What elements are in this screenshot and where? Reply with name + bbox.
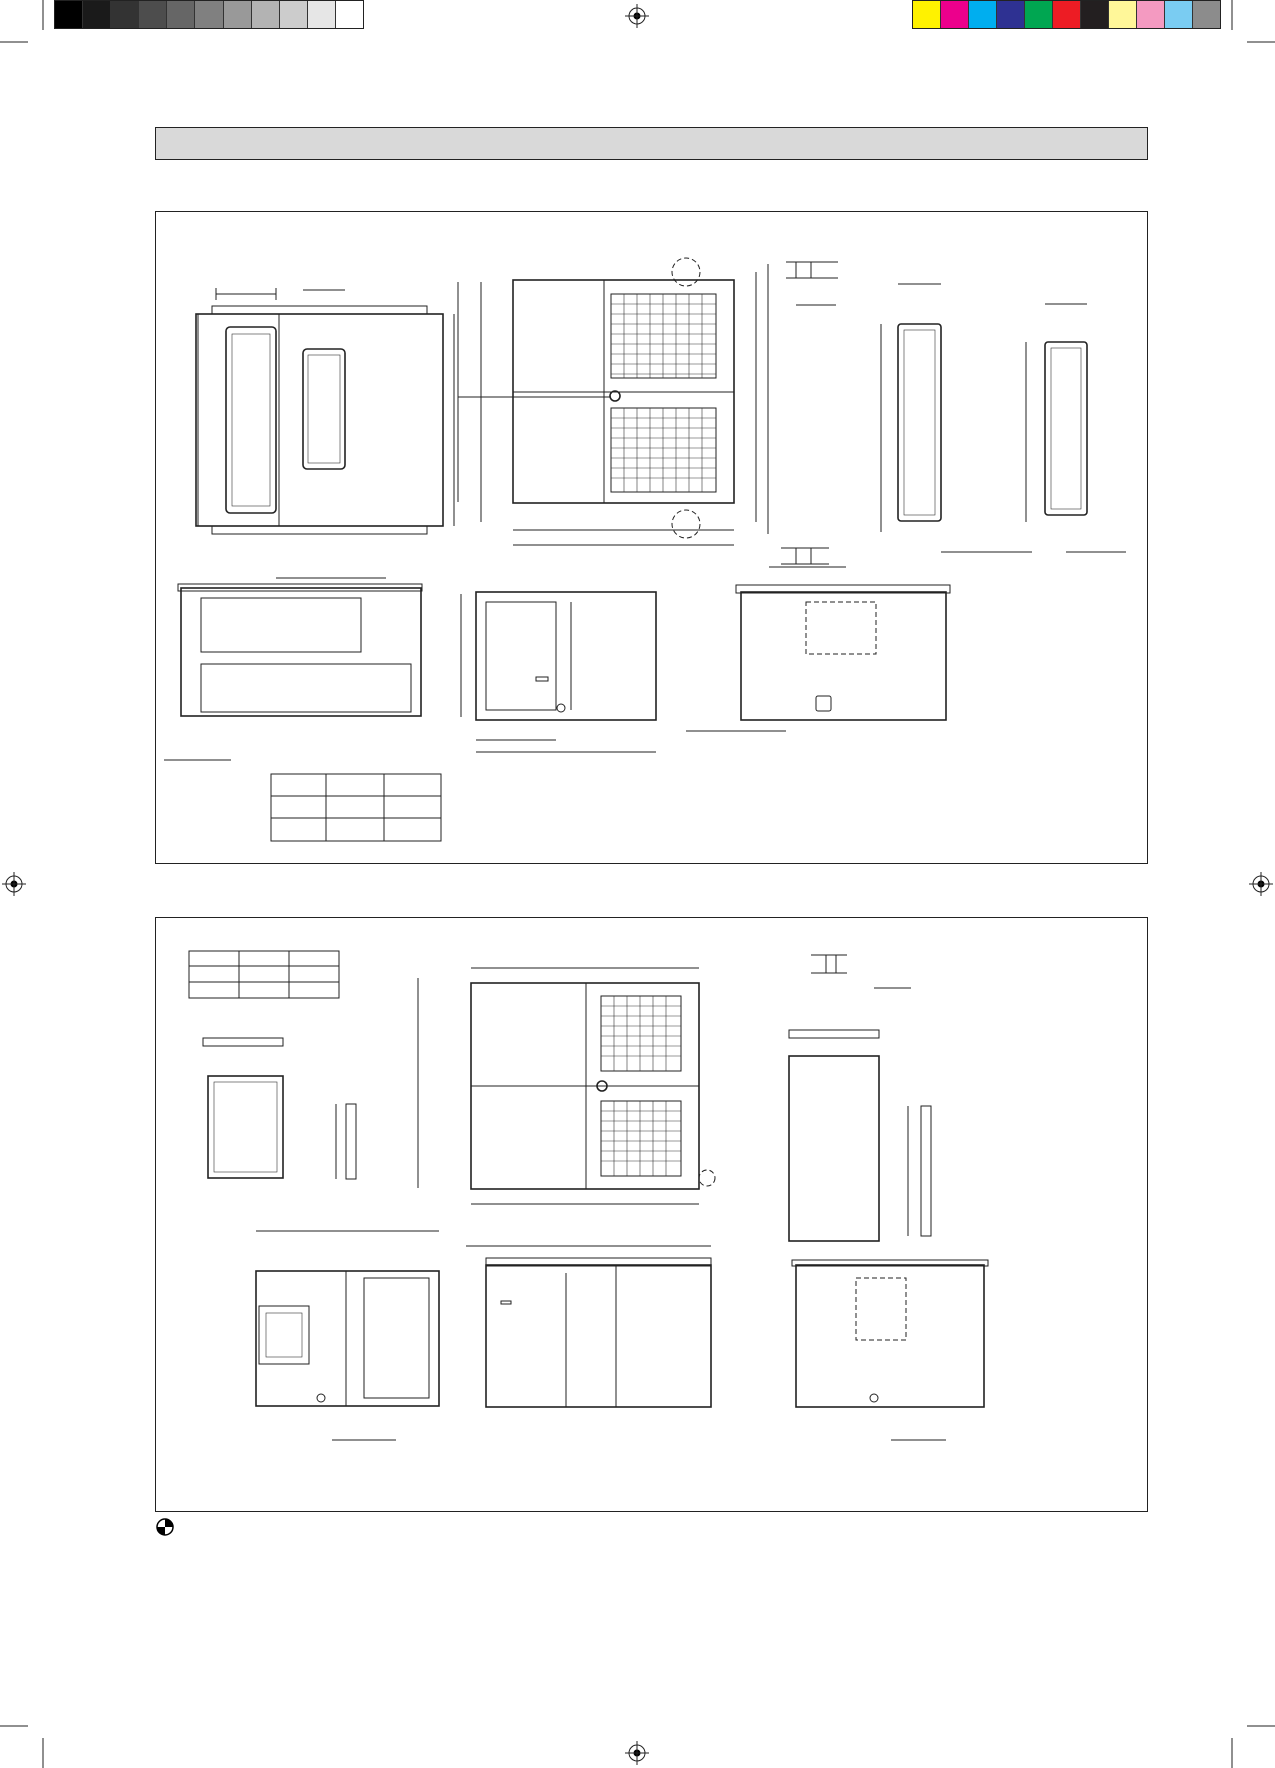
lower-side-view-drawing (466, 1246, 711, 1407)
lower-flange-detail-drawing (811, 955, 911, 988)
supply-opening-view (881, 284, 1032, 552)
lower-front-view-drawing (256, 1231, 439, 1440)
lower-rear-elevation-drawing (792, 1260, 988, 1440)
rear-elevation-drawing (686, 585, 950, 731)
rear-view-drawing (196, 288, 454, 578)
upper-drawing-panel (155, 211, 1148, 864)
registration-mark-bottom (625, 1741, 649, 1765)
lower-top-view-drawing (418, 968, 715, 1204)
registration-mark-left (2, 872, 26, 896)
note-symbol-icon (157, 1519, 173, 1535)
duct-flange-drawing (203, 1038, 356, 1179)
lower-panel-view-drawing (789, 1030, 931, 1241)
front-view-drawing (164, 584, 422, 760)
spec-table-drawing (271, 774, 441, 841)
side-view-drawing (461, 592, 656, 752)
lower-drawing-panel (155, 917, 1148, 1512)
upper-panel-drawings (156, 212, 1149, 865)
return-opening-view (1026, 304, 1126, 552)
lower-panel-drawings (156, 918, 1149, 1513)
registration-mark-right (1249, 872, 1273, 896)
dimension-table-drawing (189, 951, 339, 998)
top-view-drawing (458, 258, 768, 545)
title-band (155, 127, 1148, 160)
flange-detail-drawing (769, 262, 846, 567)
registration-mark-top (625, 4, 649, 28)
